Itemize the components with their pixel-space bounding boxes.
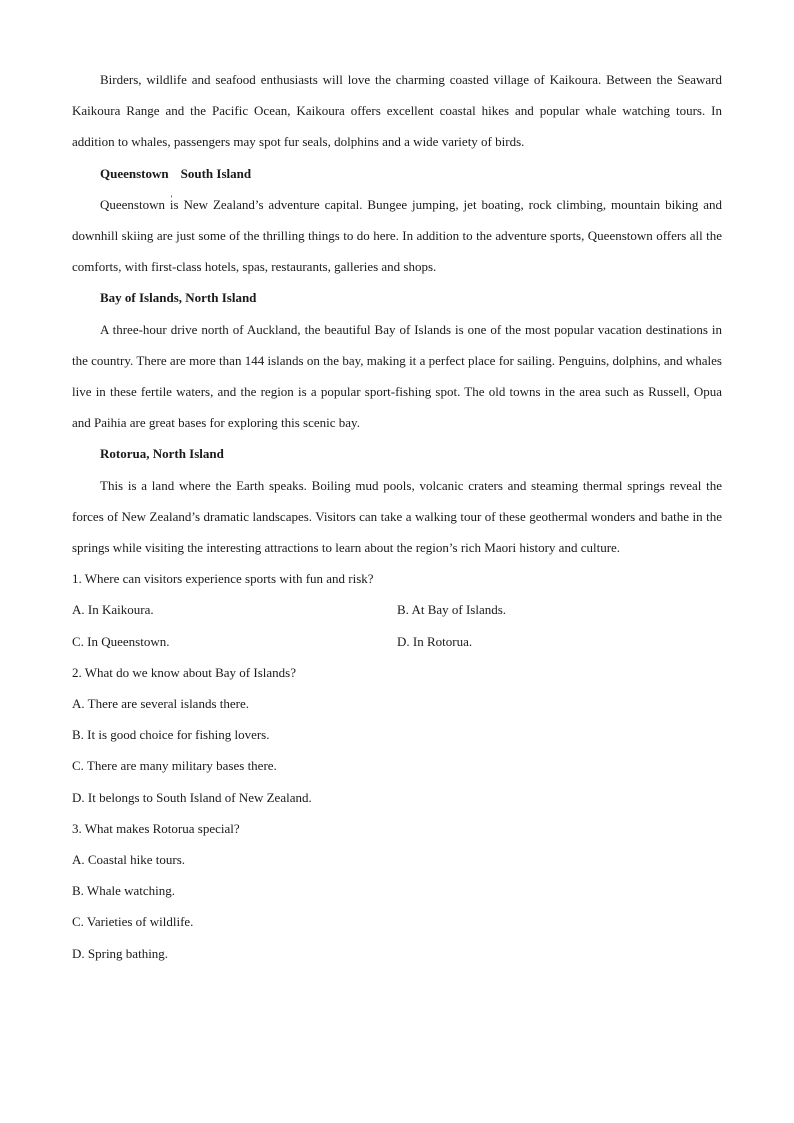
question-3-option-c: C. Varieties of wildlife. (72, 914, 194, 930)
question-2-option-c: C. There are many military bases there. (72, 758, 277, 774)
question-2-option-b: B. It is good choice for fishing lovers. (72, 727, 270, 743)
question-3-option-b: B. Whale watching. (72, 883, 176, 899)
heading-place: Queenstown (100, 165, 169, 181)
section-heading-rotorua: Rotorua, North Island (100, 446, 224, 462)
section-heading-queenstown (72, 158, 722, 189)
question-3-option-d: D. Spring bathing. (72, 945, 169, 961)
section-heading-bay-of-islands: Bay of Islands, North Island (100, 290, 257, 306)
question-2-prompt: 2. What do we know about Bay of Islands? (72, 664, 296, 680)
question-1-option-b: B. At Bay of Islands. (397, 602, 507, 618)
question-1-prompt: 1. Where can visitors experience sports with fun and risk? (72, 571, 374, 587)
question-3-prompt: 3. What makes Rotorua special? (72, 820, 240, 836)
question-2-option-d: D. It belongs to South Island of New Zealand. (72, 789, 312, 805)
section-paragraph-bay-of-islands: A three-hour drive north of Auckland, the beautiful Bay of Islands is one of the most popular vacation destinations in the country. There are more than 144 islands on the bay, making it a perfect place for sailing. Penguins, dolphins, and whales live in these fertile waters, and the region is a popular sport-fishing spot. The old towns in the area such as Russell, Opua and Paihia are great bases for exploring this scenic bay. (72, 321, 722, 431)
intro-paragraph: Birders, wildlife and seafood enthusiasts will love the charming coasted village of Kaikoura. Between the Seaward Kaikoura Range and the Pacific Ocean, Kaikoura offers excellent coastal hikes and popular whale watching tours. In addition to whales, passengers may spot fur seals, dolphins and a wide variety of birds. (72, 72, 722, 150)
question-2-option-a: A. There are several islands there. (72, 696, 249, 712)
question-1-option-d: D. In Rotorua. (397, 633, 473, 649)
question-3-option-a: A. Coastal hike tours. (72, 852, 186, 868)
question-1-option-c: C. In Queenstown. (72, 633, 170, 649)
heading-region: South Island (180, 165, 252, 181)
section-paragraph-queenstown: Queenstown is New Zealand’s adventure capital. Bungee jumping, jet boating, rock climbing, mountain biking and downhill skiing are just some of the thrilling things to do here. In addition to the adventure sports, Queenstown offers all the comforts, with first-class hotels, spas, restaurants, galleries and shops. (72, 196, 722, 275)
question-1-option-a: A. In Kaikoura. (72, 602, 154, 618)
question-1-options (72, 594, 722, 656)
section-paragraph-rotorua: This is a land where the Earth speaks. Boiling mud pools, volcanic craters and steaming thermal springs reveal the forces of New Zealand’s dramatic landscapes. Visitors can take a walking tour of these geothermal wonders and bathe in the springs while visiting the interesting attractions to learn about the region’s rich Maori history and culture. (72, 477, 722, 556)
